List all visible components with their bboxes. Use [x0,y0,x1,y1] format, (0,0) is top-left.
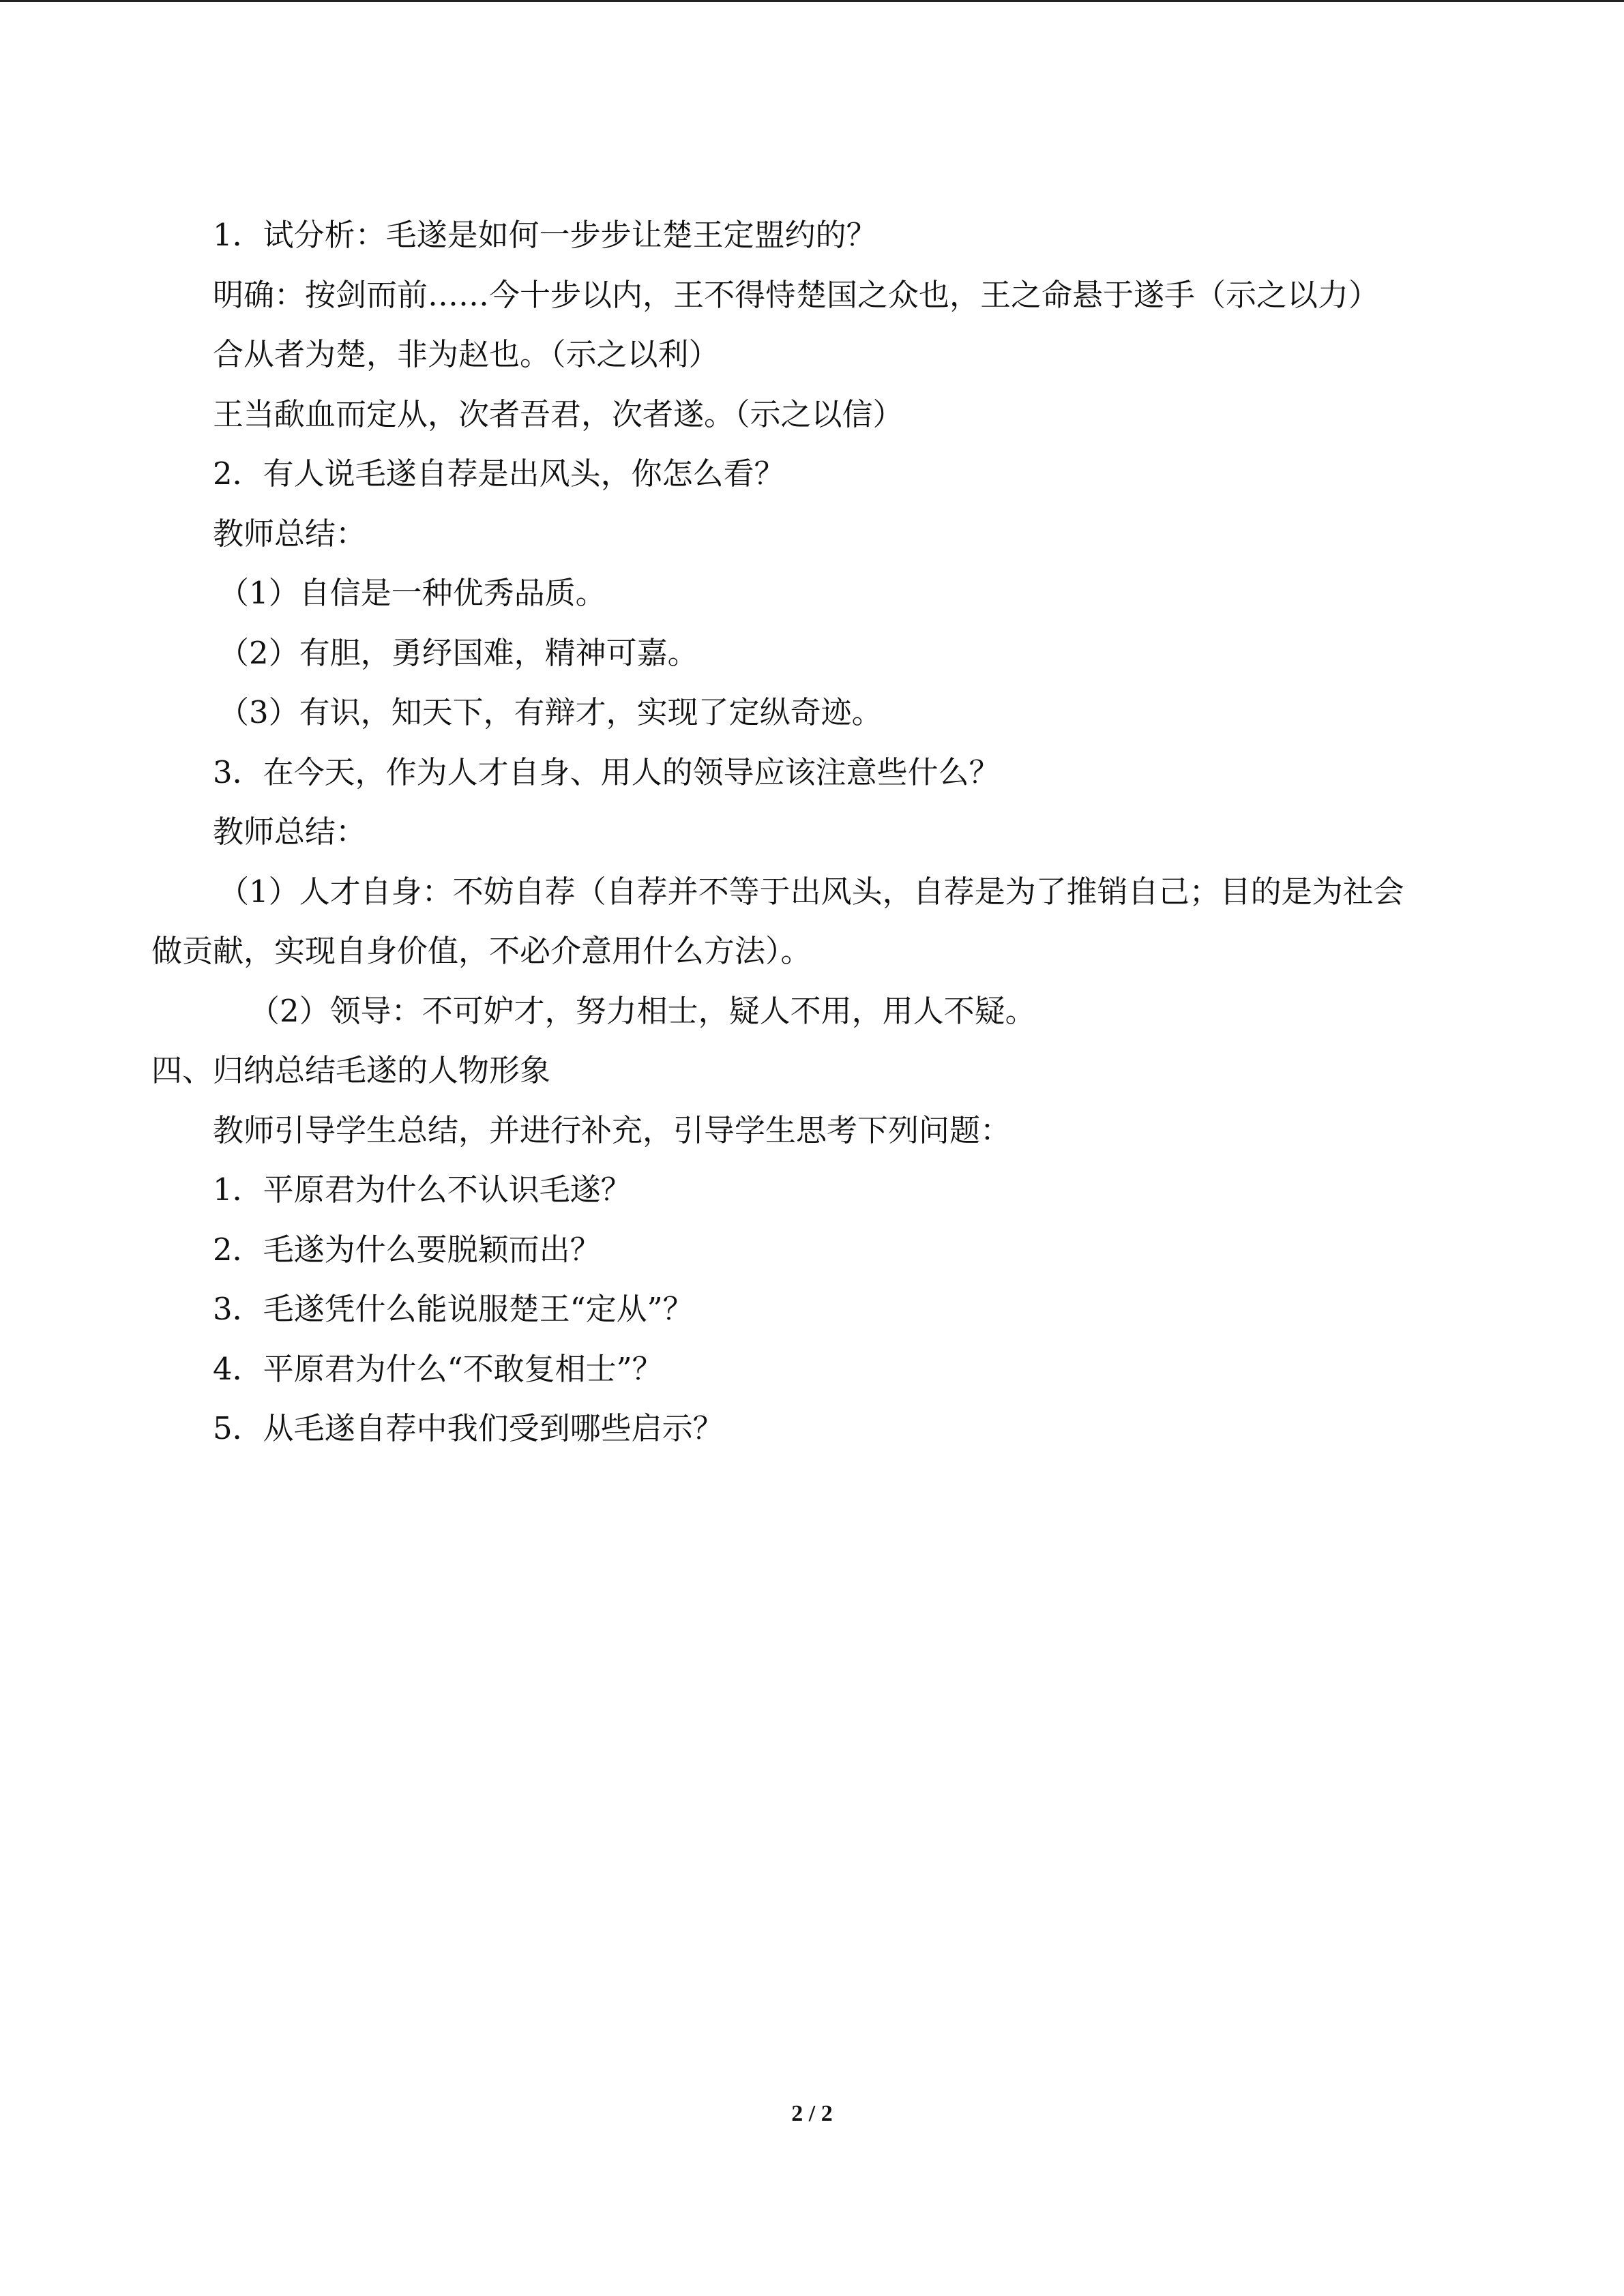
summary-item-1: （1）自信是一种优秀品质。 [218,575,606,611]
summary-item-3: （3）有识，知天下，有辩才，实现了定纵奇迹。 [218,694,883,730]
talent-self-line-1: （1）人才自身：不妨自荐（自荐并不等于出风头，自荐是为了推销自己；目的是为社会 [218,874,1404,910]
guide-question-1: 1．平原君为什么不认识毛遂？ [213,1172,632,1208]
guide-question-5: 5．从毛遂自荐中我们受到哪些启示？ [213,1410,724,1446]
talent-self-line-2: 做贡献，实现自身价值，不必介意用什么方法）。 [151,933,812,969]
summary-item-2: （2）有胆，勇纾国难，精神可嘉。 [218,635,698,671]
answer-line-3: 王当歃血而定从，次者吾君，次者遂。（示之以信） [213,396,904,432]
guide-question-4: 4．平原君为什么“不敢复相士”？ [213,1351,663,1387]
question-1-heading: 1．试分析：毛遂是如何一步步让楚王定盟约的？ [213,217,877,253]
section-4-heading: 四、归纳总结毛遂的人物形象 [151,1052,551,1088]
question-3-heading: 3．在今天，作为人才自身、用人的领导应该注意些什么？ [213,754,1000,790]
teacher-guide-line: 教师引导学生总结，并进行补充，引导学生思考下列问题： [213,1112,1012,1148]
teacher-summary-label-2: 教师总结： [213,814,367,850]
guide-question-3: 3．毛遂凭什么能说服楚王“定从”？ [213,1291,694,1327]
answer-line-2: 合从者为楚，非为赵也。（示之以利） [213,336,720,372]
page-number: 2 / 2 [791,2101,833,2126]
question-2-heading: 2．有人说毛遂自荐是出风头，你怎么看？ [213,456,785,492]
guide-question-2: 2．毛遂为什么要脱颖而出？ [213,1232,601,1268]
teacher-summary-label-1: 教师总结： [213,516,367,552]
leader-line: （2）领导：不可妒才，努力相士，疑人不用，用人不疑。 [249,993,1036,1029]
answer-line-1: 明确：按剑而前……今十步以内，王不得恃楚国之众也，王之命悬于遂手（示之以力） [213,277,1380,313]
